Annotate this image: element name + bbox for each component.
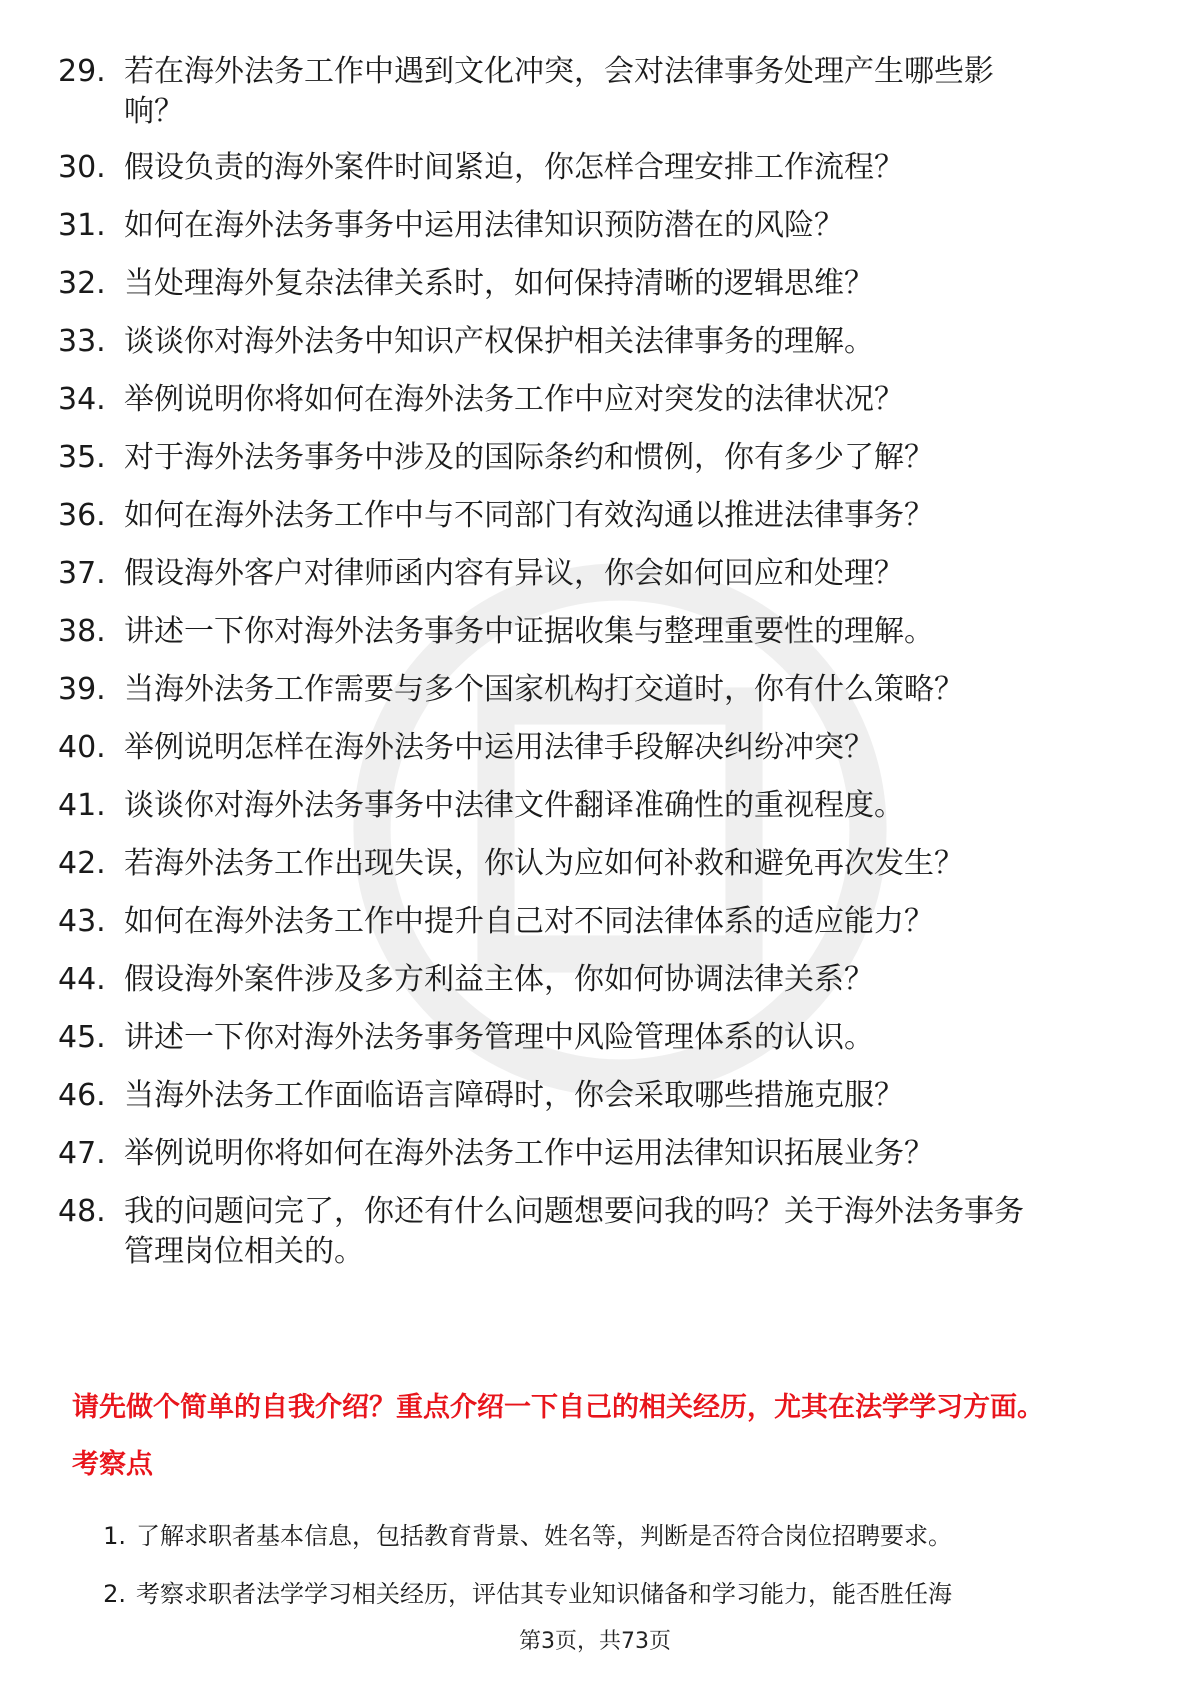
question-text: 举例说明怎样在海外法务中运用法律手段解决纠纷冲突？ — [124, 730, 874, 765]
assessment-point — [84, 1575, 1144, 1613]
point-number: 1. — [103, 1522, 126, 1550]
question-number: 47. — [58, 1136, 106, 1171]
question-item — [58, 670, 1138, 710]
question-text: 当处理海外复杂法律关系时，如何保持清晰的逻辑思维？ — [124, 266, 874, 301]
question-item — [58, 1192, 1138, 1272]
question-text: 如何在海外法务工作中提升自己对不同法律体系的适应能力？ — [124, 904, 934, 939]
question-item — [58, 438, 1138, 478]
question-number: 46. — [58, 1078, 106, 1113]
question-item — [58, 52, 1138, 132]
question-text: 谈谈你对海外法务事务中法律文件翻译准确性的重视程度。 — [124, 788, 904, 823]
question-text: 对于海外法务事务中涉及的国际条约和惯例，你有多少了解？ — [124, 440, 934, 475]
question-text: 举例说明你将如何在海外法务工作中运用法律知识拓展业务？ — [124, 1136, 934, 1171]
question-number: 41. — [58, 788, 106, 823]
question-text: 如何在海外法务事务中运用法律知识预防潜在的风险？ — [124, 208, 844, 243]
question-number: 35. — [58, 440, 106, 475]
question-item — [58, 786, 1138, 826]
question-text: 如何在海外法务工作中与不同部门有效沟通以推进法律事务？ — [124, 498, 934, 533]
question-number: 45. — [58, 1020, 106, 1055]
question-text: 当海外法务工作面临语言障碍时，你会采取哪些措施克服？ — [124, 1078, 904, 1113]
question-item — [58, 322, 1138, 362]
question-number: 39. — [58, 672, 106, 707]
question-text: 假设海外客户对律师函内容有异议，你会如何回应和处理？ — [124, 556, 904, 591]
question-number: 42. — [58, 846, 106, 881]
question-text: 若在海外法务工作中遇到文化冲突，会对法律事务处理产生哪些影响？ — [124, 54, 994, 129]
question-text: 我的问题问完了，你还有什么问题想要问我的吗？关于海外法务事务管理岗位相关的。 — [124, 1194, 1024, 1269]
point-text: 了解求职者基本信息，包括教育背景、姓名等，判断是否符合岗位招聘要求。 — [136, 1522, 952, 1550]
question-number: 38. — [58, 614, 106, 649]
point-text: 考察求职者法学学习相关经历，评估其专业知识储备和学习能力，能否胜任海 — [136, 1580, 952, 1608]
question-number: 33. — [58, 324, 106, 359]
question-number: 30. — [58, 150, 106, 185]
question-number: 29. — [58, 54, 106, 89]
section-heading: 考察点 — [72, 1449, 153, 1480]
question-item — [58, 206, 1138, 246]
question-item — [58, 496, 1138, 536]
question-text: 当海外法务工作需要与多个国家机构打交道时，你有什么策略？ — [124, 672, 964, 707]
question-item — [58, 1134, 1138, 1174]
question-item — [58, 960, 1138, 1000]
assessment-point — [84, 1517, 1144, 1555]
question-item — [58, 844, 1138, 884]
question-text: 若海外法务工作出现失误，你认为应如何补救和避免再次发生？ — [124, 846, 964, 881]
question-item — [58, 612, 1138, 652]
question-number: 36. — [58, 498, 106, 533]
question-item — [58, 264, 1138, 304]
question-number: 34. — [58, 382, 106, 417]
question-number: 43. — [58, 904, 106, 939]
question-number: 31. — [58, 208, 106, 243]
point-number: 2. — [103, 1580, 126, 1608]
interview-prompt: 请先做个简单的自我介绍？重点介绍一下自己的相关经历，尤其在法学学习方面。 — [72, 1392, 1044, 1423]
question-number: 48. — [58, 1194, 106, 1229]
question-text: 讲述一下你对海外法务事务管理中风险管理体系的认识。 — [124, 1020, 874, 1055]
question-item — [58, 902, 1138, 942]
page-footer: 第3页，共73页 — [519, 1629, 671, 1654]
question-text: 谈谈你对海外法务中知识产权保护相关法律事务的理解。 — [124, 324, 874, 359]
question-number: 44. — [58, 962, 106, 997]
question-item — [58, 1018, 1138, 1058]
question-text: 讲述一下你对海外法务事务中证据收集与整理重要性的理解。 — [124, 614, 934, 649]
question-text: 举例说明你将如何在海外法务工作中应对突发的法律状况？ — [124, 382, 904, 417]
assessment-point-list — [84, 1517, 1144, 1633]
question-text: 假设海外案件涉及多方利益主体，你如何协调法律关系？ — [124, 962, 874, 997]
question-number: 32. — [58, 266, 106, 301]
question-item — [58, 380, 1138, 420]
question-number: 40. — [58, 730, 106, 765]
question-item — [58, 1076, 1138, 1116]
question-item — [58, 728, 1138, 768]
question-text: 假设负责的海外案件时间紧迫，你怎样合理安排工作流程？ — [124, 150, 904, 185]
question-item — [58, 148, 1138, 188]
question-number: 37. — [58, 556, 106, 591]
question-item — [58, 554, 1138, 594]
question-list — [58, 52, 1138, 1272]
